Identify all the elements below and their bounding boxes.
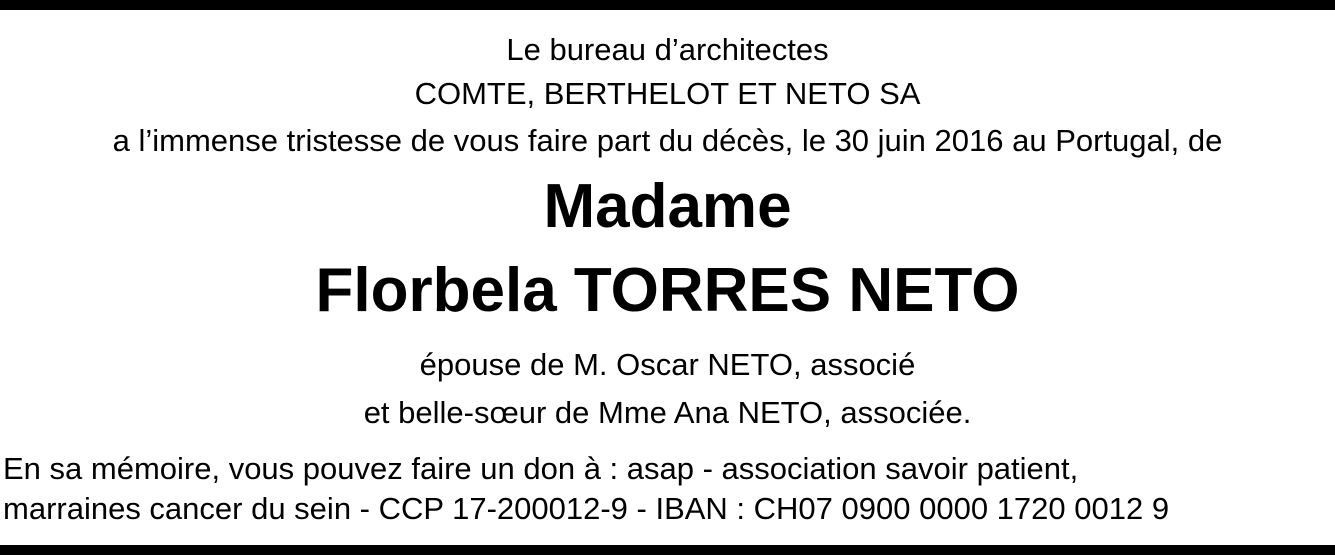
announcement-text: a l’immense tristesse de vous faire part du décès, le 30 juin 2016 au Portugal, de bbox=[112, 123, 1223, 158]
deceased-title: Madame bbox=[543, 172, 792, 241]
relation-sister-in-law: et belle-sœur de Mme Ana NETO, associée. bbox=[363, 395, 972, 430]
deceased-name: Florbela TORRES NETO bbox=[315, 256, 1020, 325]
bottom-border-rule bbox=[0, 545, 1335, 555]
donation-text-line-1: En sa mémoire, vous pouvez faire un don à : asap - association savoir patient, bbox=[3, 451, 1079, 486]
sender-intro: Le bureau d’architectes bbox=[506, 32, 829, 67]
top-border-rule bbox=[0, 0, 1335, 10]
sender-company: COMTE, BERTHELOT ET NETO SA bbox=[414, 76, 921, 111]
relation-spouse: épouse de M. Oscar NETO, associé bbox=[419, 347, 916, 382]
donation-text-line-2: marraines cancer du sein - CCP 17-200012-9 - IBAN : CH07 0900 0000 1720 0012 9 bbox=[3, 491, 1170, 526]
